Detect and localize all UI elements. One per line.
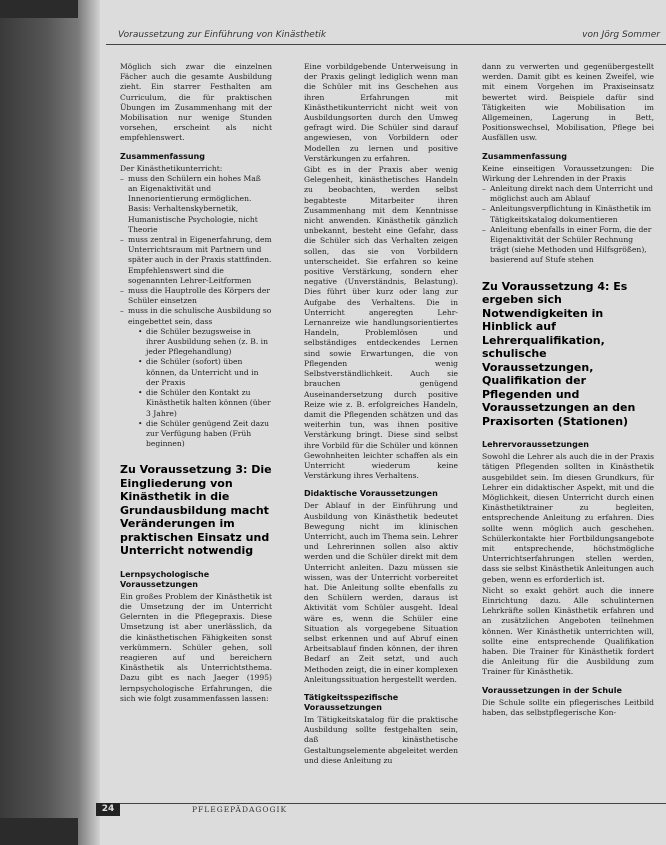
paragraph: Eine vorbildgebende Unterweisung in der Praxis gelingt lediglich wenn man die Schüler mit ins Geschehen aus ihren Erfahrungen mit Kinästhetikunterricht nicht weit von Ausbildungsorten durch den Umweg gefragt wird. Die Schüler sind darauf angewiesen, von Vorbildern oder Modellen zu lernen und positive Verstärkungen zu erfahren. <box>304 62 458 163</box>
list-item: • die Schüler bezugsweise in ihrer Ausbildung sehen (z. B. in jeder Pflegehandlung) <box>138 327 272 358</box>
column-1 <box>120 62 272 704</box>
paragraph: Der Ablauf in der Einführung und Ausbildung von Kinästhetik bedeutet Bewegung nicht im klinischen Unterricht, auch im Thema sein. Lehrer und Lehrerinnen sollen also aktiv werden und die Schüler direkt mit dem Unterricht anleiten. Dazu müssen sie wissen, was der Unterricht vorbereitet hat. Die Anleitung sollte ebenfalls zu den Schülern werden, daraus ist Aktivität vom Schüler ausgeht. Ideal wäre es, wenn die Schüler eine Situation als vorgegebene Situation selbst erkennen und auf Abruf einen Arbeitsablauf finden können, der ihren Bedarf an Zeit setzt, und auch Methoden zeigt, die in einer komplexen Anleitungssituation hergestellt werden. <box>304 501 458 684</box>
paragraph: dann zu verwerten und gegenübergestellt werden. Damit gibt es keinen Zweifel, wie mit einem Vorgehen im Praxiseinsatz bewertet wird. Beispiele dafür sind Tätigkeiten wie Mobilisation im Allgemeinen, Lagerung in Bett, Positionswechsel, Mobilisation, Pflege bei Ausfällen usw. <box>482 62 654 143</box>
column-2 <box>304 62 458 766</box>
header-rule <box>106 44 666 45</box>
list-item: – Anleitung ebenfalls in einer Form, die der Eigenaktivität der Schüler Rechnung trägt (siehe Methoden und Hilfsgrößen), basierend auf Stufe stehen <box>482 225 654 266</box>
paragraph: Möglich sich zwar die einzelnen Fächer auch die gesamte Ausbildung zieht. Ein starrer Festhalten am Curriculum, die für praktischen Übungen im Zusammenhang mit der Mobilisation nur wenige Stunden vorsehen, erscheint als nicht empfehlenswert. <box>120 62 272 143</box>
subheading: Zusammenfassung <box>482 151 567 161</box>
section-heading: Zu Voraussetzung 3: Die Eingliederung von Kinästhetik in die Grundausbildung macht Veränderungen im praktischen Einsatz und Unterricht notwendig <box>120 463 272 558</box>
subheading: Lehrervoraussetzungen <box>482 440 589 450</box>
subheading: Voraussetzungen in der Schule <box>482 685 622 695</box>
subheading: Didaktische Voraussetzungen <box>304 489 438 499</box>
paragraph: Im Tätigkeitskatalog für die praktische Ausbildung sollte festgehalten sein, daß kinästhetische Gestaltungselemente abgeleitet werden und diese Anleitung zu <box>304 714 458 765</box>
page-number: 24 <box>96 803 120 816</box>
list-item: • die Schüler (sofort) üben können, da Unterricht und in der Praxis <box>138 357 272 388</box>
paragraph: Ein großes Problem der Kinästhetik ist die Umsetzung der im Unterricht Gelernten in die Pflegepraxis. Diese Umsetzung ist aber unerlässlich, da die kinästhetischen Fähigkeiten sonst verkümmern. Schüler gehen, soll reagieren auf und bereichern Kinästhetik als Unterrichtsthema. Dazu gibt es nach Jaeger (1995) lernpsychologische Erfahrungen, die sich wie folgt zusammenfassen lassen: <box>120 591 272 703</box>
subheading: Zusammenfassung <box>120 151 205 161</box>
column-3 <box>482 62 654 718</box>
list-item: • die Schüler den Kontakt zu Kinästhetik halten können (über 3 Jahre) <box>138 388 272 419</box>
paragraph: Keine einseitigen Voraussetzungen: Die Wirkung der Lehrenden in der Praxis <box>482 163 654 183</box>
paragraph: Gibt es in der Praxis aber wenig Gelegenheit, kinästhetisches Handeln zu beobachten, werden selbst begabteste Mitarbeiter ihren Zusammenhang mit dem Kenntnisse nicht anwenden. Kinästhetik gänzlich unbekannt, besteht eine Gefahr, dass die Schüler sich das Verhalten zeigen sollen, das sie von Vorbildern unterscheidet. Sie erfahren so keine positive Verstärkung, sondern eher negative (Unverständnis, Belastung). Dies führt über kurz oder lang zur Aufgabe des Verhaltens. Die in Unterricht angeregten Lehr-Lernanreize wie handlungsorientiertes Handeln, Problemlösen und selbständiges entdeckendes Lernen sind sowie Erwartungen, die von Pflegenden wenig Selbstverständlichkeit. Auch sie brauchen genügend Auseinandersetzung durch positive Reize wie z. B. erfolgreiches Handeln, damit die Pflegenden schätzen und das weiterhin tun, was ihnen positive Verstärkung bringt. Diese sind selbst ihre Vorbild für die Schüler und können Gewohnheiten leichter schaffen als ein Unterricht wiederum keine Verstärkung ihres Verhaltens. <box>304 165 458 481</box>
list-item: – muss den Schülern ein hohes Maß an Eigenaktivität und Innenorientierung ermöglichen. Basis: Verhaltenskybernetik, Humanistische Psychologie, nicht Theorie <box>120 174 272 235</box>
running-header-title: Voraussetzung zur Einführung von Kinästhetik <box>118 30 327 40</box>
journal-name: PFLEGEPÄDAGOGIK <box>192 805 288 814</box>
page-footer <box>96 803 666 816</box>
section-heading: Zu Voraussetzung 4: Es ergeben sich Notwendigkeiten in Hinblick auf Lehrerqualifikation, schulische Voraussetzungen, Qualifikation der Pflegenden und Voraussetzungen an den Praxisorten (Stationen) <box>482 279 636 428</box>
list-item: – muss zentral in Eigenerfahrung, dem Unterrichtsraum mit Partnern und später auch in der Praxis stattfinden. Empfehlenswert sind die sogenannten Lehrer-Leitformen <box>120 235 272 286</box>
list-item: – Anleitung direkt nach dem Unterricht und möglichst auch am Ablauf <box>482 184 654 204</box>
subheading: Tätigkeitsspezifische Voraussetzungen <box>304 692 399 712</box>
paragraph: Der Kinästhetikunterricht: <box>120 163 223 173</box>
running-header-author: von Jörg Sommer <box>582 30 660 40</box>
paragraph: Nicht so exakt gehört auch die innere Einrichtung dazu. Alle schulinternen Lehrkräfte sollen Kinästhetik erfahren und an zusätzlichen Angeboten teilnehmen können. Wer Kinästhetik unterrichten will, sollte eine entsprechende Qualifikation haben. Die Trainer für Kinästhetik fordert die Anleitung für die Ausbildung zum Trainer für Kinästhetik. <box>482 585 654 677</box>
list-item: – muss in die schulische Ausbildung so eingebettet sein, dass <box>120 306 272 326</box>
list-item: – Anleitungsverpflichtung in Kinästhetik im Tätigkeitskatalog dokumentieren <box>482 204 654 224</box>
subheading: Lernpsychologische Voraussetzungen <box>120 569 210 589</box>
list-item: • die Schüler genügend Zeit dazu zur Verfügung haben (Früh beginnen) <box>138 419 272 450</box>
list-item: – muss die Hauptrolle des Körpers der Schüler einsetzen <box>120 286 272 306</box>
summary-list <box>482 184 654 266</box>
summary-list <box>120 174 272 327</box>
page-fold-shadow <box>78 0 100 845</box>
bullet-list <box>120 327 272 449</box>
paragraph: Sowohl die Lehrer als auch die in der Praxis tätigen Pflegenden sollten in Kinästhetik ausgebildet sein. Im diesen Grundkurs, für Lehrer ein didaktischer Aspekt, mit und die Möglichkeit, diesen Unterricht durch einen Kinästhetiktrainer zu begleiten, entsprechende Anleitung zu erfahren. Dies sollte wenn möglich auch geschehen. Schülerkontakte hier Fortbildungsangebote mit entsprechende, höchstmögliche Unterrichtserfahrungen stellen werden, dass sie selbst Kinästhetik Anleitungen auch geben, wenn es erforderlich ist. <box>482 452 655 584</box>
paragraph: Die Schule sollte ein pflegerisches Leitbild haben, das selbstpflegerische Kon- <box>482 697 654 717</box>
